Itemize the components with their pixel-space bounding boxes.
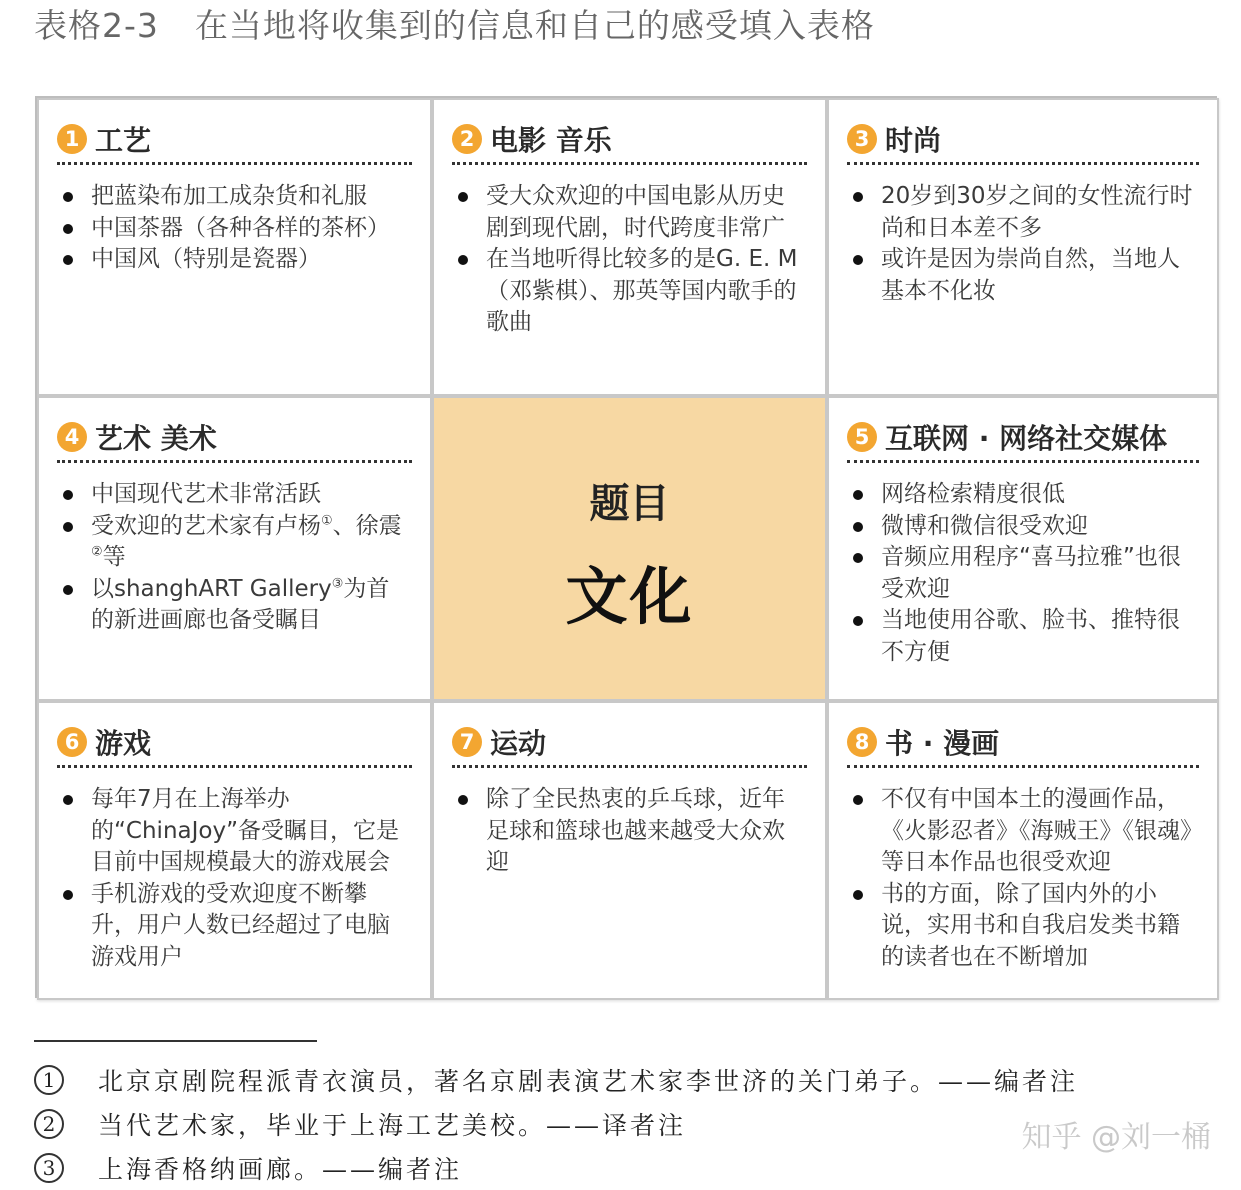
dotted-divider <box>847 460 1199 463</box>
number-badge: 4 <box>57 422 87 452</box>
list-item: 书的方面，除了国内外的小说，实用书和自我启发类书籍的读者也在不断增加 <box>847 879 1199 974</box>
number-badge: 8 <box>847 727 877 757</box>
cell-heading: 运动 <box>490 727 547 760</box>
watermark: 知乎 @刘一桶 <box>1021 1120 1211 1155</box>
center-topic-cell <box>432 396 827 701</box>
footnote-text: 北京京剧院程派青衣演员，著名京剧表演艺术家李世济的关门弟子。——编者注 <box>98 1067 1079 1096</box>
cell-heading: 工艺 <box>95 124 152 157</box>
cell-books-manga <box>827 701 1219 1000</box>
list-item: 当地使用谷歌、脸书、推特很不方便 <box>847 605 1199 668</box>
list-item: 中国风（特别是瓷器） <box>57 244 412 276</box>
number-badge: 1 <box>57 124 87 154</box>
cell-games <box>37 701 432 1000</box>
number-badge: 3 <box>847 124 877 154</box>
cell-heading: 书 · 漫画 <box>885 727 1000 760</box>
footnotes <box>34 1058 1078 1190</box>
dotted-divider <box>57 765 412 768</box>
dotted-divider <box>452 162 807 165</box>
list-item: 或许是因为崇尚自然，当地人基本不化妆 <box>847 244 1199 307</box>
footnote-mark: 1 <box>34 1065 64 1095</box>
cell-crafts <box>37 98 432 396</box>
dotted-divider <box>452 765 807 768</box>
cell-sports <box>432 701 827 1000</box>
list-item: 不仅有中国本土的漫画作品，《火影忍者》《海贼王》《银魂》等日本作品也很受欢迎 <box>847 784 1199 879</box>
footnote-mark: 3 <box>34 1153 64 1183</box>
cell-heading: 游戏 <box>95 727 152 760</box>
list-item: 以shanghART Gallery③为首的新进画廊也备受瞩目 <box>57 574 412 637</box>
list-item: 除了全民热衷的乒乓球，近年足球和篮球也越来越受大众欢迎 <box>452 784 807 879</box>
cell-heading: 互联网 · 网络社交媒体 <box>885 422 1168 455</box>
dotted-divider <box>847 765 1199 768</box>
footnote <box>34 1058 1078 1102</box>
list-item: 在当地听得比较多的是G. E. M（邓紫棋）、那英等国内歌手的歌曲 <box>452 244 807 339</box>
topic-culture: 文化 <box>565 559 694 633</box>
footnote-text: 上海香格纳画廊。——编者注 <box>98 1155 463 1184</box>
list-item: 手机游戏的受欢迎度不断攀升，用户人数已经超过了电脑游戏用户 <box>57 879 412 974</box>
number-badge: 6 <box>57 727 87 757</box>
cell-heading: 时尚 <box>885 124 942 157</box>
dotted-divider <box>57 162 412 165</box>
number-badge: 2 <box>452 124 482 154</box>
list-item: 中国现代艺术非常活跃 <box>57 479 412 511</box>
cell-film-music <box>432 98 827 396</box>
list-item: 把蓝染布加工成杂货和礼服 <box>57 181 412 213</box>
dotted-divider <box>847 162 1199 165</box>
culture-table <box>35 96 1217 998</box>
footnote-rule <box>34 1040 317 1042</box>
cell-heading: 艺术 美术 <box>95 422 217 455</box>
list-item: 20岁到30岁之间的女性流行时尚和日本差不多 <box>847 181 1199 244</box>
list-item: 微博和微信很受欢迎 <box>847 511 1199 543</box>
list-item: 音频应用程序“喜马拉雅”也很受欢迎 <box>847 542 1199 605</box>
cell-internet-social <box>827 396 1219 701</box>
number-badge: 7 <box>452 727 482 757</box>
footnote <box>34 1146 1078 1190</box>
caption-text: 在当地将收集到的信息和自己的感受填入表格 <box>194 6 875 45</box>
list-item: 每年7月在上海举办的“ChinaJoy”备受瞩目，它是目前中国规模最大的游戏展会 <box>57 784 412 879</box>
dotted-divider <box>57 460 412 463</box>
cell-fashion <box>827 98 1219 396</box>
footnote-mark: 2 <box>34 1109 64 1139</box>
topic-label: 题目 <box>589 480 670 527</box>
list-item: 网络检索精度很低 <box>847 479 1199 511</box>
footnote-text: 当代艺术家，毕业于上海工艺美校。——译者注 <box>98 1111 687 1140</box>
cell-art <box>37 396 432 701</box>
cell-heading: 电影 音乐 <box>490 124 612 157</box>
list-item: 受大众欢迎的中国电影从历史剧到现代剧，时代跨度非常广 <box>452 181 807 244</box>
number-badge: 5 <box>847 422 877 452</box>
footnote <box>34 1102 1078 1146</box>
table-caption <box>34 0 875 47</box>
list-item: 中国茶器（各种各样的茶杯） <box>57 213 412 245</box>
list-item: 受欢迎的艺术家有卢杨①、徐震②等 <box>57 511 412 574</box>
caption-label: 表格2-3 <box>34 6 159 45</box>
